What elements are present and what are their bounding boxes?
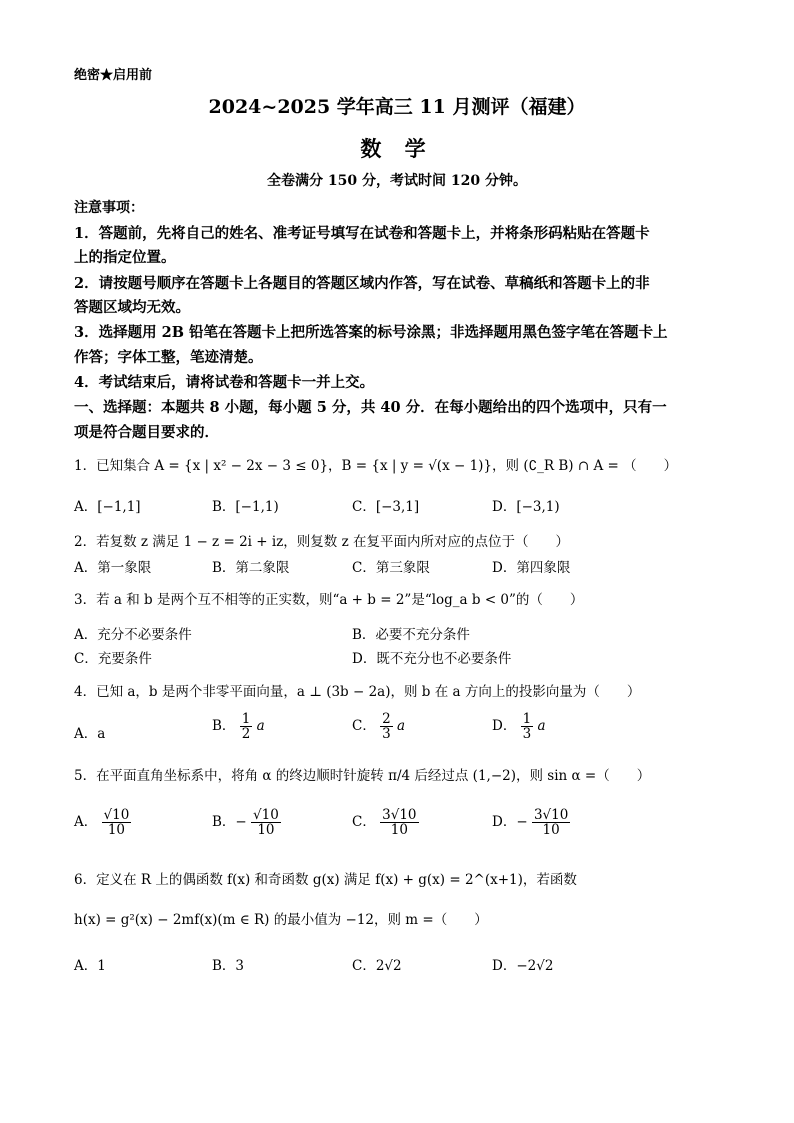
question-2-option-c: C．第三象限 [352, 560, 430, 576]
note-line: 上的指定位置。 [74, 249, 176, 266]
question-4-option-d [492, 712, 546, 741]
fraction-denominator: 3 [522, 726, 532, 743]
fraction-denominator: 10 [257, 822, 275, 839]
question-3-option-a: A．充分不必要条件 [74, 627, 192, 643]
option-letter: C． [352, 718, 376, 735]
fraction-numerator: 1 [522, 711, 532, 727]
question-5-option-a [74, 808, 131, 837]
question-3-option-d: D．既不充分也不必要条件 [352, 651, 512, 667]
fraction-numerator: 1 [241, 711, 251, 727]
note-line: 2．请按题号顺序在答题卡上各题目的答题区域内作答，写在试卷、草稿纸和答题卡上的非 [74, 275, 650, 292]
question-5-option-c [352, 808, 419, 837]
option-letter: D． [492, 718, 517, 735]
question-4-option-b [212, 712, 265, 741]
fraction [102, 808, 132, 837]
fraction-numerator: √10 [253, 807, 279, 823]
question-4-option-a: A．a [74, 726, 106, 742]
fraction-denominator: 10 [542, 822, 560, 839]
option-letter: A． [74, 814, 98, 831]
confidential-label: 绝密★启用前 [74, 68, 153, 83]
question-3-stem: 3．若 a 和 b 是两个互不相等的正实数，则“a + b = 2”是“log_a b < 0”的（ ） [74, 592, 584, 608]
question-2-stem: 2．若复数 z 满足 1 − z = 2i + iz，则复数 z 在复平面内所对应的点位于（ ） [74, 534, 569, 550]
fraction-numerator: √10 [103, 807, 130, 823]
fraction [380, 808, 418, 837]
question-6-option-d: D．−2√2 [492, 958, 554, 974]
question-5-stem: 5．在平面直角坐标系中，将角 α 的终边顺时针旋转 π/4 后经过点 (1,−2)，则 sin α =（ ） [74, 768, 651, 784]
question-1-option-d: D．[−3,1) [492, 499, 560, 515]
question-3-option-c: C．充要条件 [74, 651, 152, 667]
question-1-option-a: A．[−1,1] [74, 499, 141, 515]
question-1-option-c: C．[−3,1] [352, 499, 420, 515]
fraction [380, 712, 393, 741]
full-mark-info: 全卷满分 150 分，考试时间 120 分钟。 [267, 173, 527, 189]
question-6-option-c: C．2√2 [352, 958, 402, 974]
fraction-numerator: 3√10 [382, 807, 417, 823]
question-1-option-b: B．[−1,1) [212, 499, 279, 515]
question-4-option-c [352, 712, 405, 741]
fraction [251, 808, 281, 837]
fraction-denominator: 10 [390, 822, 408, 839]
question-5-option-d [492, 808, 570, 837]
question-2-option-b: B．第二象限 [212, 560, 290, 576]
vector-a: a [256, 718, 265, 735]
question-2-option-d: D．第四象限 [492, 560, 571, 576]
question-6-option-a: A．1 [74, 958, 106, 974]
vector-a: a [397, 718, 406, 735]
question-5-option-b [212, 808, 281, 837]
note-line: 3．选择题用 2B 铅笔在答题卡上把所选答案的标号涂黑；非选择题用黑色签字笔在答题卡上 [74, 324, 668, 341]
fraction-denominator: 10 [107, 822, 126, 839]
question-2-option-a: A．第一象限 [74, 560, 152, 576]
subject-title: 数 学 [360, 136, 434, 161]
option-letter: B． [212, 718, 236, 735]
question-6-stem-cont: h(x) = g²(x) − 2mf(x)(m ∈ R) 的最小值为 −12，则 m =（ ） [74, 912, 488, 928]
question-6-stem: 6．定义在 R 上的偶函数 f(x) 和奇函数 g(x) 满足 f(x) + g(x) = 2^(x+1)，若函数 [74, 872, 577, 888]
option-letter: B．− [212, 814, 247, 831]
note-line: 答题区域均无效。 [74, 299, 190, 316]
question-6-option-b: B．3 [212, 958, 245, 974]
question-3-option-b: B．必要不充分条件 [352, 627, 470, 643]
fraction [532, 808, 570, 837]
fraction-numerator: 2 [382, 711, 391, 727]
option-letter: D．− [492, 814, 528, 831]
fraction-denominator: 3 [382, 726, 391, 743]
option-letter: C． [352, 814, 376, 831]
question-4-stem: 4．已知 a，b 是两个非零平面向量，a ⊥ (3b − 2a)，则 b 在 a 方向上的投影向量为（ ） [74, 684, 641, 700]
section-heading: 一、选择题：本题共 8 小题，每小题 5 分，共 40 分．在每小题给出的四个选项中，只有一 [74, 399, 667, 416]
notes-heading: 注意事项： [74, 200, 144, 216]
fraction-numerator: 3√10 [533, 807, 569, 823]
exam-title: 2024~2025 学年高三 11 月测评（福建） [208, 96, 586, 118]
note-line: 作答；字体工整，笔迹清楚。 [74, 349, 263, 366]
note-line: 1．答题前，先将自己的姓名、准考证号填写在试卷和答题卡上，并将条形码粘贴在答题卡 [74, 225, 650, 242]
question-1-stem: 1．已知集合 A = {x | x² − 2x − 3 ≤ 0}，B = {x | y = √(x − 1)}，则 (∁_R B) ∩ A = （ ） [74, 458, 678, 474]
note-line: 4．考试结束后，请将试卷和答题卡一并上交。 [74, 374, 375, 391]
fraction [521, 712, 534, 741]
fraction [240, 712, 253, 741]
vector-a: a [537, 718, 546, 735]
section-heading-cont: 项是符合题目要求的． [74, 424, 219, 441]
fraction-denominator: 2 [241, 726, 251, 743]
